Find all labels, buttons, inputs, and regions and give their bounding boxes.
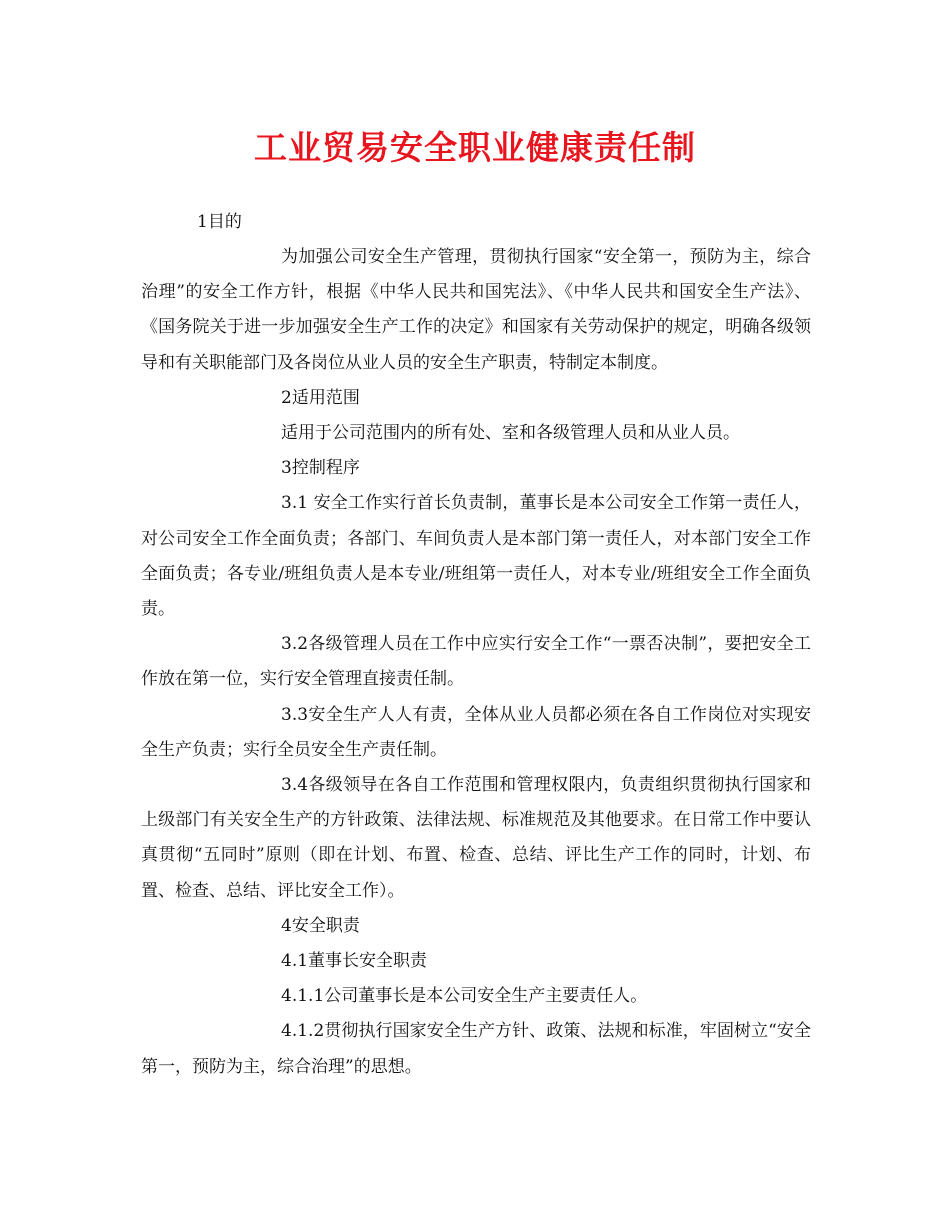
paragraph-scope: 适用于公司范围内的所有处、室和各级管理人员和从业人员。 <box>281 423 740 444</box>
section-heading-scope: 2适用范围 <box>281 387 360 408</box>
document-title: 工业贸易安全职业健康责任制 <box>254 128 696 167</box>
paragraph-4-1-2: 4.1.2贯彻执行国家安全生产方针、政策、法规和标准，牢固树立“安全第一，预防为主，综合治理”的思想。 <box>141 1021 811 1077</box>
paragraph-3-2: 3.2各级管理人员在工作中应实行安全工作“一票否决制”，要把安全工作放在第一位，实行安全管理直接责任制。 <box>141 634 811 690</box>
subsection-heading-4-1: 4.1董事长安全职责 <box>281 951 428 972</box>
paragraph-3-1: 3.1 安全工作实行首长负责制，董事长是本公司安全工作第一责任人，对公司安全工作全面负责；各部门、车间负责人是本部门第一责任人，对本部门安全工作全面负责；各专业/班组负责人是本专业/班组第一责任人，对本专业/班组安全工作全面负责。 <box>141 493 811 620</box>
section-heading-procedure: 3控制程序 <box>281 458 360 479</box>
document-body <box>141 240 811 1085</box>
paragraph-purpose: 为加强公司安全生产管理，贯彻执行国家“安全第一，预防为主，综合治理”的安全工作方针，根据《中华人民共和国宪法》、《中华人民共和国安全生产法》、《国务院关于进一步加强安全生产工作的决定》和国家有关劳动保护的规定，明确各级领导和有关职能部门及各岗位从业人员的安全生产职责，特制定本制度。 <box>141 247 811 373</box>
paragraph-4-1-1: 4.1.1公司董事长是本公司安全生产主要责任人。 <box>281 986 648 1007</box>
section-heading-responsibilities: 4安全职责 <box>281 915 360 936</box>
paragraph-3-4: 3.4各级领导在各自工作范围和管理权限内，负责组织贯彻执行国家和上级部门有关安全生产的方针政策、法律法规、标准规范及其他要求。在日常工作中要认真贯彻“五同时”原则（即在计划、布置、检查、总结、评比生产工作的同时，计划、布置、检查、总结、评比安全工作）。 <box>141 775 811 901</box>
paragraph-3-3: 3.3安全生产人人有责，全体从业人员都必须在各自工作岗位对实现安全生产负责；实行全员安全生产责任制。 <box>141 704 811 760</box>
section-heading-purpose: 1目的 <box>197 212 242 232</box>
